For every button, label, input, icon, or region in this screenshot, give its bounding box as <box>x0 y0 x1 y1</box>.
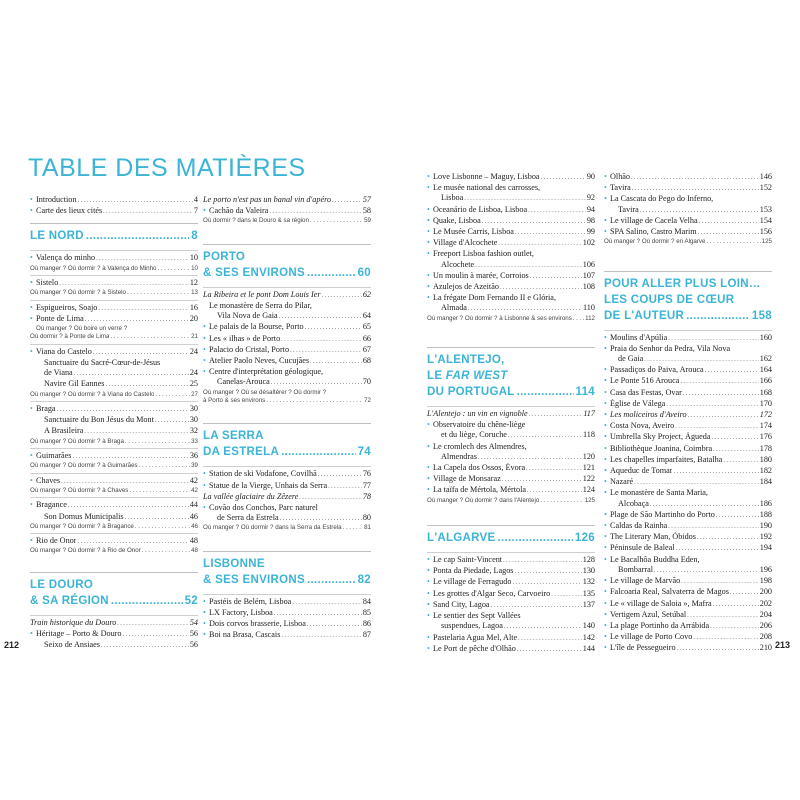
toc-entry[interactable]: • Péninsule de Baleal . . . 194 <box>604 543 772 554</box>
bullet-icon: • <box>30 206 33 216</box>
toc-entry[interactable]: Seixo de Ansiaes . . . 56 <box>30 640 198 651</box>
bullet-icon: • <box>604 587 607 597</box>
toc-entry[interactable]: • Les moliceiros d'Aveiro . . . 172 <box>604 410 772 421</box>
bullet-icon: • <box>30 313 33 323</box>
toc-entry[interactable]: Tavira . . . 153 <box>604 205 772 216</box>
toc-entry[interactable]: • Oceanário de Lisboa, Lisboa . . . 94 <box>427 205 595 216</box>
bullet-icon: • <box>604 643 607 653</box>
bullet-icon: • <box>604 343 607 353</box>
page-title: TABLE DES MATIÈRES <box>28 154 306 182</box>
bullet-icon: • <box>604 509 607 519</box>
bullet-icon: • <box>203 344 206 354</box>
section-heading-serra[interactable]: LA SERRA DA ESTRELA ..... 74 <box>203 423 371 460</box>
toc-entry[interactable]: • Casa das Festas, Ovar . . . 168 <box>604 388 772 399</box>
bullet-icon: • <box>203 596 206 606</box>
toc-entry[interactable]: • La Capela dos Ossos, Évora . . . 121 <box>427 463 595 474</box>
toc-entry[interactable]: • Village d'Alcochete . . . 102 <box>427 238 595 249</box>
bullet-icon: • <box>604 410 607 420</box>
toc-subentry[interactable]: Où manger ? Où dormir ? à Rio de Onor . . . 48 <box>30 547 198 555</box>
toc-entry[interactable]: • Statue de la Vierge, Unhais da Serra . . . 77 <box>203 481 371 492</box>
bullet-icon: • <box>203 619 206 629</box>
toc-entry[interactable]: • Umbrella Sky Project, Águeda . . . 176 <box>604 432 772 443</box>
toc-entry[interactable]: • LX Factory, Lisboa . . . 85 <box>203 608 371 619</box>
bullet-icon: • <box>30 195 33 204</box>
bullet-icon: • <box>203 480 206 490</box>
toc-entry[interactable]: • Les chapelles imparfaites, Batalha . . . 180 <box>604 455 772 466</box>
toc-entry[interactable]: de Serra da Estrela . . . 80 <box>203 513 371 524</box>
toc-entry[interactable]: Almendras . . . 120 <box>427 452 595 463</box>
bullet-icon: • <box>604 543 607 553</box>
toc-subentry[interactable]: Où manger ? Où dormir ? à Valença do Minho . . . 10 <box>30 265 198 273</box>
toc-entry[interactable]: • Le Ponte 516 Arouca . . . 166 <box>604 376 772 387</box>
toc-entry[interactable]: • Azulejos de Azeitão . . . 108 <box>427 282 595 293</box>
toc-column-2 <box>203 193 371 644</box>
coups-de-coeur-list <box>604 330 772 657</box>
section-heading-plus-loin[interactable]: POUR ALLER PLUS LOIN… LES COUPS DE CŒUR DE L'AUTEUR ..... 158 <box>604 271 772 324</box>
bullet-icon: • <box>427 238 430 248</box>
toc-entry[interactable]: • Station de ski Vodafone, Covilhã . . . 76 <box>203 469 371 480</box>
toc-entry[interactable]: de Viana . . . 24 <box>30 368 198 379</box>
toc-subentry[interactable]: Où manger ? Où dormir ? à Lisbonne & ses environs . . . 112 <box>427 315 595 323</box>
toc-entry[interactable]: • Bibliothèque Joanina, Coimbra . . . 178 <box>604 444 772 455</box>
bullet-icon: • <box>604 443 607 453</box>
toc-entry[interactable]: • Un moulin à marée, Corroios . . . 107 <box>427 271 595 282</box>
toc-entry[interactable]: • Atelier Paolo Neves, Cucujães . . . 68 <box>203 356 371 367</box>
bullet-icon: • <box>427 441 430 451</box>
toc-entry[interactable]: • Freeport Lisboa fashion outlet, <box>427 249 534 259</box>
toc-subentry[interactable]: Où manger ? Où dormir ? à Chaves . . . 42 <box>30 487 198 495</box>
toc-entry[interactable]: • Le Musée Carris, Lisboa . . . 99 <box>427 227 595 238</box>
toc-entry[interactable]: • Aqueduc de Tomar . . . 182 <box>604 466 772 477</box>
toc-entry[interactable]: • Boi na Brasa, Cascais . . . 87 <box>203 630 371 641</box>
toc-entry[interactable]: Almada . . . 110 <box>427 303 595 314</box>
toc-entry[interactable]: • La frégate Dom Fernando II e Glória, <box>427 293 556 303</box>
toc-entry[interactable]: • Moulins d'Apúlia . . . 160 <box>604 333 772 344</box>
bullet-icon: • <box>604 620 607 630</box>
toc-entry[interactable]: • Observatoire du chêne-liège <box>427 420 526 430</box>
toc-entry[interactable]: • Le village de Marvão . . . 198 <box>604 576 772 587</box>
toc-entry[interactable]: Canelas-Arouca . . . 70 <box>203 377 371 388</box>
toc-entry[interactable]: Train historique du Douro . . . 54 <box>30 618 198 629</box>
bullet-icon: • <box>604 421 607 431</box>
toc-entry[interactable]: • Le village de Ferragudo . . . 132 <box>427 577 595 588</box>
bullet-icon: • <box>427 204 430 214</box>
bullet-icon: • <box>30 404 33 414</box>
bullet-icon: • <box>604 215 607 225</box>
toc-subentry[interactable]: Où manger ? Où dormir ? à Guimarães . . . 39 <box>30 462 198 470</box>
bullet-icon: • <box>30 302 33 312</box>
toc-subentry[interactable]: Où dormir ? dans le Douro & sa région . . . 59 <box>203 217 371 225</box>
toc-entry[interactable]: A Brasileira . . . 32 <box>30 426 198 437</box>
toc-entry[interactable]: • Le palais de la Bourse, Porto . . . 65 <box>203 322 371 333</box>
toc-entry[interactable]: • Le musée national des carrosses, <box>427 183 541 193</box>
toc-subentry: Où manger ? Où boire un verre ? <box>36 325 128 333</box>
toc-entry[interactable]: • Village de Monsaraz . . . 122 <box>427 474 595 485</box>
toc-column-3 <box>427 170 595 657</box>
bullet-icon: • <box>604 376 607 386</box>
bullet-icon: • <box>604 609 607 619</box>
toc-entry[interactable]: • Le sentier des Sept Vallées <box>427 611 521 621</box>
toc-entry[interactable]: • Bragance . . . 44 <box>30 500 198 511</box>
toc-entry[interactable]: • SPA Salino, Castro Marim . . . 156 <box>604 227 772 238</box>
toc-column-4 <box>604 170 772 657</box>
bullet-icon: • <box>427 420 430 430</box>
toc-entry[interactable]: • Vertigem Azul, Setúbal . . . 204 <box>604 610 772 621</box>
bullet-icon: • <box>604 598 607 608</box>
toc-entry[interactable]: • Rio de Onor . . . 48 <box>30 536 198 547</box>
toc-subentry[interactable]: Où manger ? Où dormir ? à Bragance . . . 46 <box>30 523 198 531</box>
bullet-icon: • <box>604 532 607 542</box>
toc-entry[interactable]: • Nazaré . . . 184 <box>604 477 772 488</box>
bullet-icon: • <box>203 630 206 640</box>
bullet-icon: • <box>427 474 430 484</box>
toc-entry[interactable]: • Ponte de Lima . . . 20 <box>30 314 198 325</box>
toc-subentry[interactable]: Où manger ? Où dormir ? à Sistelo . . . 13 <box>30 289 198 297</box>
bullet-icon: • <box>203 206 206 216</box>
toc-subentry: Où manger ? Où se désaltérer ? Où dormir ? <box>203 388 327 396</box>
bullet-icon: • <box>30 628 33 638</box>
bullet-icon: • <box>427 577 430 587</box>
toc-entry[interactable]: Lisboa . . . 92 <box>427 193 595 204</box>
bullet-icon: • <box>604 477 607 487</box>
toc-entry[interactable]: Vila Nova de Gaia . . . 64 <box>203 311 371 322</box>
toc-entry[interactable]: • Olhão . . . 146 <box>604 172 772 183</box>
bullet-icon: • <box>604 454 607 464</box>
toc-entry[interactable]: • Ponta da Piedade, Lagos . . . 130 <box>427 566 595 577</box>
bullet-icon: • <box>203 322 206 332</box>
bullet-icon: • <box>427 293 430 303</box>
toc-entry[interactable]: • Le village de Cacela Velha . . . 154 <box>604 216 772 227</box>
toc-entry[interactable]: • Braga . . . 30 <box>30 404 198 415</box>
bullet-icon: • <box>203 356 206 366</box>
toc-subentry[interactable]: Où manger ? Où dormir ? dans la Serra da Estrela . . . 81 <box>203 524 371 532</box>
toc-entry[interactable]: • Pastelaria Agua Mel, Alte . . . 142 <box>427 633 595 644</box>
bullet-icon: • <box>427 555 430 565</box>
bullet-icon: • <box>30 451 33 461</box>
toc-entry[interactable]: • La plage Portinho da Arrábida . . . 206 <box>604 621 772 632</box>
bullet-icon: • <box>427 566 430 576</box>
bullet-icon: • <box>427 183 430 193</box>
section-heading-porto[interactable]: PORTO & SES ENVIRONS ..... 60 <box>203 244 371 281</box>
bullet-icon: • <box>427 588 430 598</box>
bullet-icon: • <box>203 469 206 479</box>
toc-entry[interactable]: • Caldas da Rainha . . . 190 <box>604 521 772 532</box>
bullet-icon: • <box>427 643 430 653</box>
toc-entry[interactable]: • Église de Válega . . . 170 <box>604 399 772 410</box>
section-heading-algarve[interactable]: L'ALGARVE ..... 126 <box>427 525 595 546</box>
toc-entry[interactable]: • Passadiços do Paiva, Arouca . . . 164 <box>604 365 772 376</box>
bullet-icon: • <box>427 485 430 495</box>
page-number-right: 213 <box>775 640 791 650</box>
bullet-icon: • <box>604 398 607 408</box>
bullet-icon: • <box>427 270 430 280</box>
bullet-icon: • <box>203 608 206 618</box>
toc-entry[interactable]: • Quake, Lisboa . . . 98 <box>427 216 595 227</box>
toc-entry[interactable]: Alcochete . . . 106 <box>427 260 595 271</box>
toc-entry[interactable]: • Falcoaria Real, Salvaterra de Magos . . . 200 <box>604 587 772 598</box>
toc-subentry[interactable]: à Porto & ses environs . . . 72 <box>203 397 371 405</box>
bullet-icon: • <box>203 367 206 377</box>
toc-entry[interactable]: Le monastère de Serra do Pilar, <box>209 301 312 311</box>
toc-entry[interactable]: • Valença do minho . . . 10 <box>30 253 198 264</box>
toc-entry[interactable]: • Viana do Castelo . . . 24 <box>30 347 198 358</box>
bullet-icon: • <box>604 466 607 476</box>
page-number-left: 212 <box>4 640 20 650</box>
toc-subentry[interactable]: Où manger ? Où dormir ? à Viana do Castelo . . . 27 <box>30 391 198 399</box>
bullet-icon: • <box>604 576 607 586</box>
toc-subentry[interactable]: Où manger ? Où dormir ? dans l'Alentejo . . . 125 <box>427 497 595 505</box>
toc-entry[interactable]: • Le cromlech des Almendres, <box>427 441 527 451</box>
toc-entry[interactable]: La vallée glaciaire du Zêzere . . . 78 <box>203 492 371 503</box>
bullet-icon: • <box>427 632 430 642</box>
section-heading-alentejo[interactable]: L'ALENTEJO, LE FAR WEST DU PORTUGAL ..... 114 <box>427 347 595 400</box>
toc-subentry[interactable]: Où manger ? Où dormir ? à Braga . . . 33 <box>30 438 198 446</box>
toc-entry[interactable]: et du liège, Coruche . . . 118 <box>427 430 595 441</box>
bullet-icon: • <box>604 183 607 193</box>
toc-entry[interactable]: • Le « village de Saloia », Mafra . . . 202 <box>604 599 772 610</box>
toc-entry[interactable]: • Le cap Saint-Vincent . . . 128 <box>427 555 595 566</box>
bullet-icon: • <box>30 278 33 288</box>
toc-entry[interactable]: • Espigueiros, Soajo . . . 16 <box>30 303 198 314</box>
bullet-icon: • <box>604 332 607 342</box>
toc-entry[interactable]: • L'île de Pessegueiro . . . 210 <box>604 643 772 654</box>
bullet-icon: • <box>604 554 607 564</box>
toc-entry[interactable]: • Les « ilhas » de Porto . . . 66 <box>203 334 371 345</box>
bullet-icon: • <box>604 194 607 204</box>
bullet-icon: • <box>427 227 430 237</box>
toc-entry[interactable]: • Plage de São Martinho do Porto . . . 188 <box>604 510 772 521</box>
bullet-icon: • <box>604 432 607 442</box>
bullet-icon: • <box>427 599 430 609</box>
toc-entry[interactable]: • La Cascata do Pego do Inferno, <box>604 194 714 204</box>
toc-entry[interactable]: • Centre d'interprétation géologique, <box>203 367 324 377</box>
toc-entry[interactable]: • Costa Nova, Aveiro . . . 174 <box>604 421 772 432</box>
toc-entry[interactable]: • Covão dos Conchos, Parc naturel <box>203 503 318 513</box>
bullet-icon: • <box>427 215 430 225</box>
toc-entry[interactable]: • Palacio do Cristal, Porto . . . 67 <box>203 345 371 356</box>
toc-entry[interactable]: Sanctuaire du Bon Jésus du Mont . . . 30 <box>30 415 198 426</box>
toc-entry[interactable]: • Le village de Porto Covo . . . 208 <box>604 632 772 643</box>
section-heading-nord[interactable]: LE NORD ..... 8 <box>30 223 198 244</box>
toc-entry[interactable]: Le porto n'est pas un banal vin d'apéro . . . 57 <box>203 195 371 206</box>
bullet-icon: • <box>604 488 607 498</box>
toc-entry[interactable]: Son Domus Municipalis . . . 46 <box>30 512 198 523</box>
toc-entry[interactable]: • Pastéis de Belém, Lisboa . . . 84 <box>203 597 371 608</box>
section-heading-lisbonne[interactable]: LISBONNE & SES ENVIRONS ..... 82 <box>203 551 371 588</box>
toc-subentry[interactable]: Où dormir ? à Ponte de Lima . . . 21 <box>30 333 198 341</box>
toc-entry[interactable]: • Tavira . . . 152 <box>604 183 772 194</box>
toc-entry[interactable]: • Dois corvos brasserie, Lisboa . . . 86 <box>203 619 371 630</box>
bullet-icon: • <box>203 333 206 343</box>
toc-entry[interactable]: • The Literary Man, Óbidos . . . 192 <box>604 532 772 543</box>
bullet-icon: • <box>427 249 430 259</box>
toc-entry[interactable]: • Love Lisbonne – Maguy, Lisboa . . . 90 <box>427 172 595 183</box>
toc-entry[interactable]: Bombarral . . . 196 <box>604 565 772 576</box>
toc-entry[interactable]: • Carte des lieux cités . . . 7 <box>30 206 198 217</box>
toc-entry[interactable]: • La taïfa de Mértola, Mértola . . . 124 <box>427 485 595 496</box>
bullet-icon: • <box>203 503 206 513</box>
bullet-icon: • <box>427 611 430 621</box>
bullet-icon: • <box>30 253 33 263</box>
bullet-icon: • <box>30 536 33 546</box>
toc-entry[interactable]: • Le Port de pêche d'Olhão . . . 144 <box>427 644 595 655</box>
toc-entry[interactable]: La Ribeira et le pont Dom Louis Ier . . . 62 <box>203 290 371 301</box>
toc-entry[interactable]: • Cachão da Valeira . . . 58 <box>203 206 371 217</box>
bullet-icon: • <box>30 475 33 485</box>
toc-entry[interactable]: L'Alentejo : un vin en vignoble . . . 117 <box>427 409 595 420</box>
bullet-icon: • <box>427 282 430 292</box>
toc-entry[interactable]: suspendues, Lagoa . . . 140 <box>427 621 595 632</box>
toc-entry[interactable]: de Gaia . . . 162 <box>604 354 772 365</box>
toc-entry[interactable]: • Guimarães . . . 36 <box>30 451 198 462</box>
toc-entry[interactable]: • Les grottes d'Algar Seco, Carvoeiro . . . 135 <box>427 589 595 600</box>
bullet-icon: • <box>604 521 607 531</box>
toc-entry[interactable]: Alcobaça . . . 186 <box>604 499 772 510</box>
toc-entry[interactable]: • Introduction . . . 4 <box>30 195 198 206</box>
bullet-icon: • <box>427 463 430 473</box>
section-heading-douro[interactable]: LE DOURO & SA RÉGION ..... 52 <box>30 572 198 609</box>
toc-entry[interactable]: Navire Gil Eannes . . . 25 <box>30 379 198 390</box>
toc-entry[interactable]: • Héritage – Porto & Douro . . . 56 <box>30 629 198 640</box>
toc-entry[interactable]: • Le monastère de Santa Maria, <box>604 488 708 498</box>
bullet-icon: • <box>604 365 607 375</box>
toc-entry-continuation: Sanctuaire du Sacré-Cœur-de-Jésus <box>44 358 161 368</box>
bullet-icon: • <box>427 172 430 181</box>
bullet-icon: • <box>30 346 33 356</box>
toc-entry[interactable]: • Chaves . . . 42 <box>30 476 198 487</box>
toc-entry[interactable]: • Sand City, Lagoa . . . 137 <box>427 600 595 611</box>
bullet-icon: • <box>604 632 607 642</box>
bullet-icon: • <box>604 387 607 397</box>
bullet-icon: • <box>30 500 33 510</box>
toc-column-1 <box>30 193 198 653</box>
toc-entry[interactable]: • Le Bacalhôa Buddha Eden, <box>604 554 700 564</box>
toc-subentry[interactable]: Où manger ? Où dormir ? en Algarve . . . 125 <box>604 238 772 246</box>
toc-entry[interactable]: • Praia do Senhor da Pedra, Vila Nova <box>604 343 731 353</box>
toc-entry[interactable]: • Sistelo . . . 12 <box>30 278 198 289</box>
bullet-icon: • <box>604 227 607 237</box>
bullet-icon: • <box>604 172 607 181</box>
